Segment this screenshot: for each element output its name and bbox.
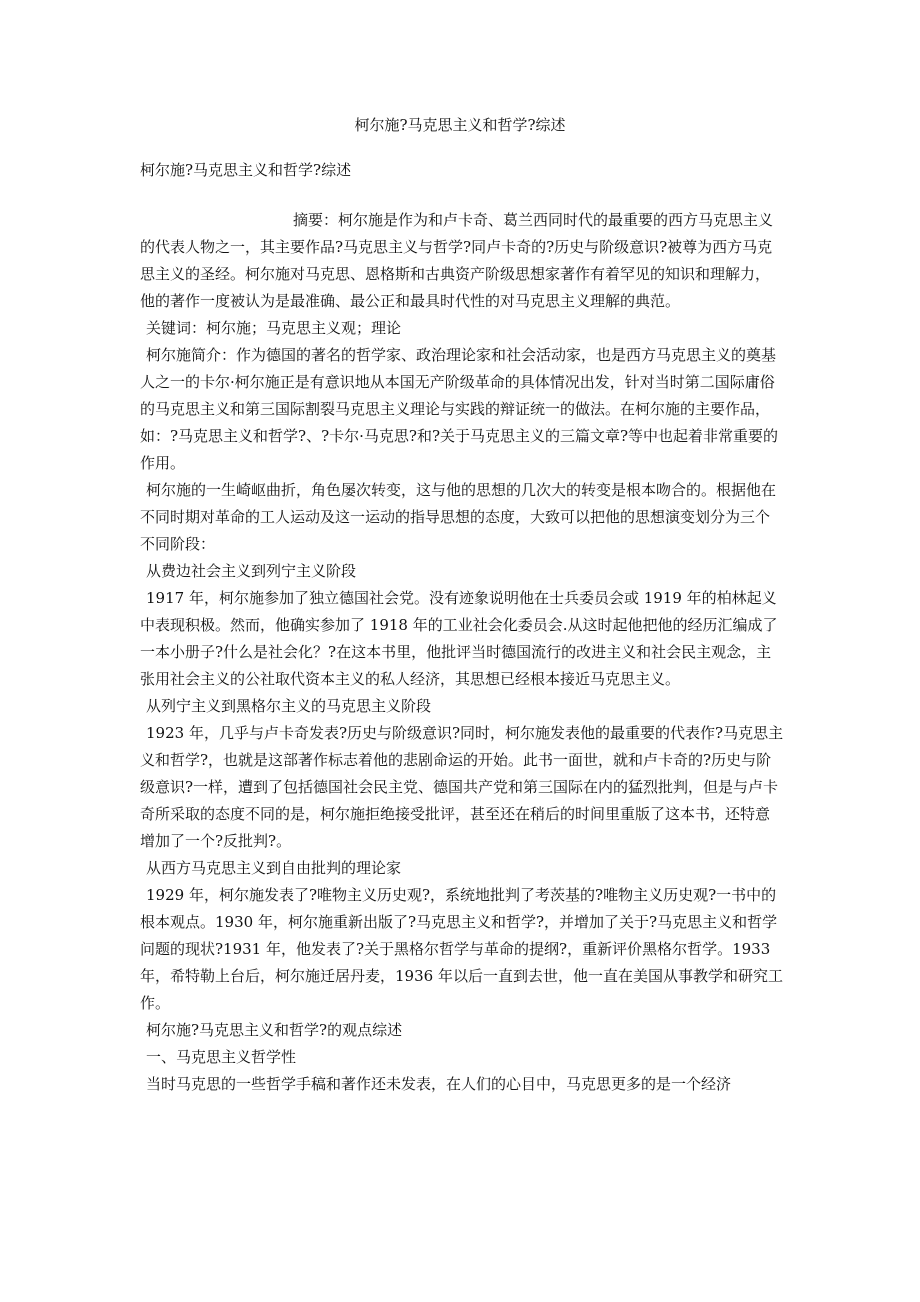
section-heading: 柯尔施?马克思主义和哲学?的观点综述 <box>146 1021 403 1039</box>
stage-2-paragraph: 1923 年，几乎与卢卡奇发表?历史与阶级意识?同时，柯尔施发表他的最重要的代表作?马克思主义和哲学?，也就是这部著作标志着他的悲剧命运的开始。此书一面世，就和卢卡奇的?历史与阶级意识?一样，遭到了包括德国社会民主党、德国共产党和第三国际在内的猛烈批判，但是与卢卡奇所采取的态度不同的是，柯尔施拒绝接受批评，甚至还在稍后的时间里重版了这本书，还特意增加了一个?反批判?。 <box>140 724 784 850</box>
keywords-line: 关键词：柯尔施；马克思主义观；理论 <box>146 319 402 337</box>
abstract-paragraph: 摘要：柯尔施是作为和卢卡奇、葛兰西同时代的最重要的西方马克思主义的代表人物之一，其主要作品?马克思主义与哲学?同卢卡奇的?历史与阶级意识?被尊为西方马克思主义的圣经。柯尔施对马克思、恩格斯和古典资产阶级思想家著作有着罕见的知识和理解力，他的著作一度被认为是最准确、最公正和最具时代性的对马克思主义理解的典范。 <box>140 211 774 310</box>
document-body <box>140 157 784 1098</box>
document-subtitle: 柯尔施?马克思主义和哲学?综述 <box>140 161 352 179</box>
stage-2-heading: 从列宁主义到黑格尔主义的马克思主义阶段 <box>146 697 432 715</box>
stage-1-paragraph: 1917 年，柯尔施参加了独立德国社会党。没有迹象说明他在士兵委员会或 1919 年的柏林起义中表现积极。然而，他确实参加了 1918 年的工业社会化委员会.从这时起他把他的经历汇编成了一本小册子?什么是社会化？?在这本书里，他批评当时德国流行的改进主义和社会民主观念，主张用社会主义的公社取代资本主义的私人经济，其思想已经根本接近马克思主义。 <box>140 589 778 688</box>
stage-3-paragraph: 1929 年，柯尔施发表了?唯物主义历史观?，系统地批判了考茨基的?唯物主义历史观?一书中的根本观点。1930 年，柯尔施重新出版了?马克思主义和哲学?，并增加了关于?马克思主义和哲学问题的现状?1931 年，他发表了?关于黑格尔哲学与革命的提纲?，重新评价黑格尔哲学。1933 年，希特勒上台后，柯尔施迁居丹麦，1936 年以后一直到去世，他一直在美国从事教学和研究工作。 <box>140 886 783 1012</box>
stage-1-heading: 从费边社会主义到列宁主义阶段 <box>146 562 357 580</box>
subsection-heading: 一、马克思主义哲学性 <box>146 1048 297 1066</box>
document-title: 柯尔施?马克思主义和哲学?综述 <box>354 116 566 134</box>
life-paragraph: 柯尔施的一生崎岖曲折，角色屡次转变，这与他的思想的几次大的转变是根本吻合的。根据他在不同时期对革命的工人运动及这一运动的指导思想的态度，大致可以把他的思想演变划分为三个不同阶段： <box>140 481 777 553</box>
stage-3-heading: 从西方马克思主义到自由批判的理论家 <box>146 859 402 877</box>
subsection-paragraph: 当时马克思的一些哲学手稿和著作还未发表，在人们的心目中，马克思更多的是一个经济 <box>146 1075 732 1093</box>
intro-paragraph: 柯尔施简介：作为德国的著名的哲学家、政治理论家和社会活动家，也是西方马克思主义的奠基人之一的卡尔·柯尔施正是有意识地从本国无产阶级革命的具体情况出发，针对当时第二国际庸俗的马克思主义和第三国际割裂马克思主义理论与实践的辩证统一的做法。在柯尔施的主要作品，如：?马克思主义和哲学?、?卡尔·马克思?和?关于马克思主义的三篇文章?等中也起着非常重要的作用。 <box>140 346 779 472</box>
